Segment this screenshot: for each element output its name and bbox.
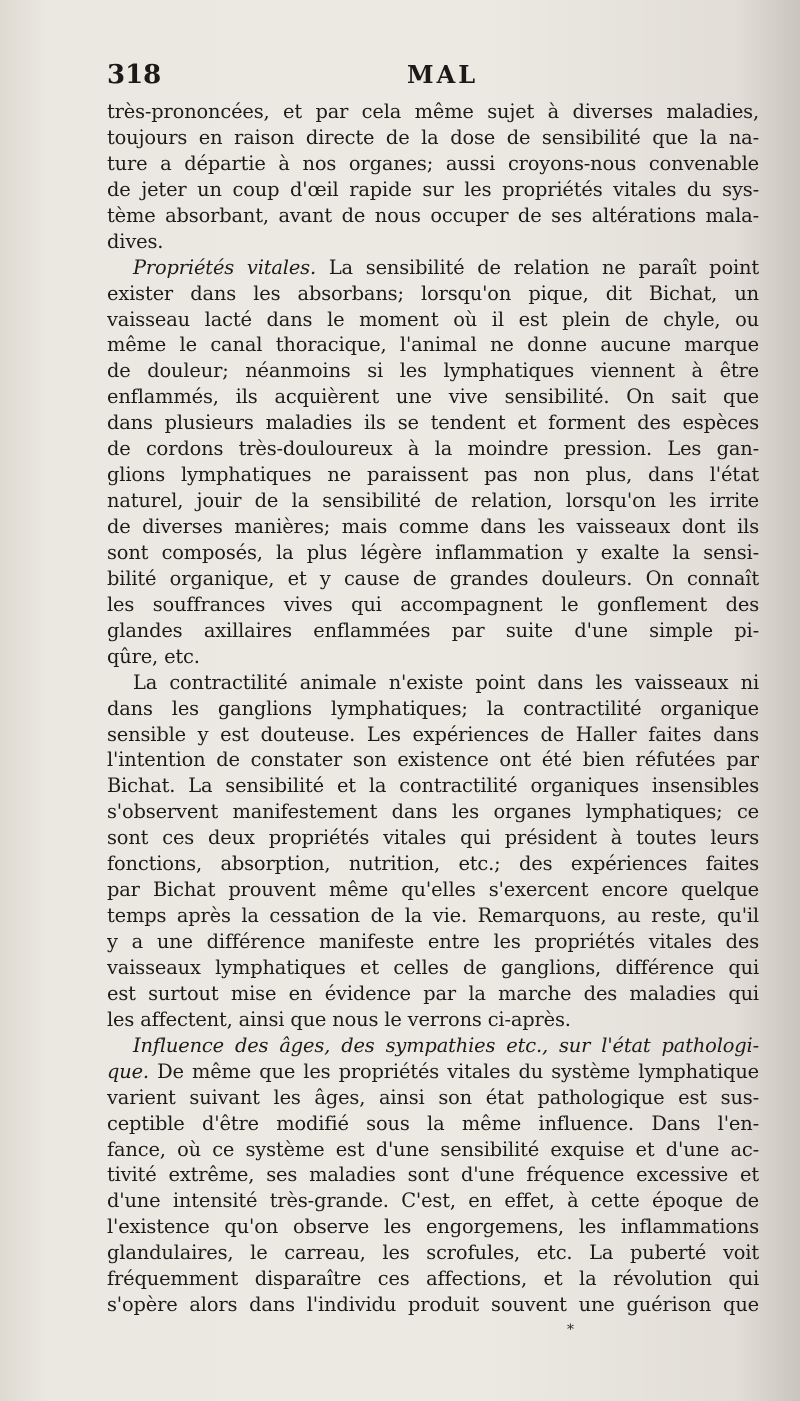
text-line: de diverses manières; mais comme dans les vaisseaux dont ils: [107, 515, 759, 538]
text-line: [107, 1033, 759, 1059]
text-line: l'intention de constater son existence ont été bien réfutées par: [107, 748, 759, 772]
text-line: glandulaires, le carreau, les scrofules, etc. La puberté voit: [107, 1241, 759, 1265]
text-run: De même que les propriétés vitales du système lymphatique: [148, 1059, 759, 1083]
text-line: [107, 1059, 759, 1085]
text-line: l'existence qu'on observe les engorgemens, les inflammations: [107, 1215, 759, 1239]
text-line: ture a départie à nos organes; aussi croyons-nous convenable: [107, 151, 759, 175]
running-head: MAL: [407, 60, 479, 89]
text-line: tivité extrême, ses maladies sont d'une fréquence excessive et: [107, 1163, 759, 1187]
text-line: exister dans les absorbans; lorsqu'on pique, dit Bichat, un: [107, 281, 759, 305]
text-line: vaisseau lacté dans le moment où il est plein de chyle, ou: [107, 307, 759, 331]
text-line: dives.: [107, 229, 164, 253]
text-line: même le canal thoracique, l'animal ne donne aucune marque: [107, 333, 759, 357]
text-line: s'opère alors dans l'individu produit souvent une guérison que: [107, 1293, 759, 1317]
text-line: très-prononcées, et par cela même sujet à diverses maladies,: [107, 100, 759, 123]
text-line: fonctions, absorption, nutrition, etc.; des expériences faites: [107, 852, 759, 876]
text-line: glandes axillaires enflammées par suite d'une simple pi-: [107, 618, 759, 642]
text-line: sont composés, la plus légère inflammation y exalte la sensi-: [107, 540, 759, 564]
text-line: est surtout mise en évidence par la marche des maladies qui: [107, 981, 759, 1005]
section-heading-italic: que.: [107, 1059, 149, 1083]
text-line: tème absorbant, avant de nous occuper de ses altérations mala-: [107, 203, 759, 227]
text-line: temps après la cessation de la vie. Remarquons, au reste, qu'il: [107, 904, 759, 928]
text-line: fance, où ce système est d'une sensibilité exquise et d'une ac-: [107, 1137, 759, 1161]
text-line: de jeter un coup d'œil rapide sur les propriétés vitales du sys-: [107, 177, 759, 201]
text-line: bilité organique, et y cause de grandes douleurs. On connaît: [107, 566, 759, 590]
text-line: enflammés, ils acquièrent une vive sensibilité. On sait que: [107, 385, 759, 409]
text-line: de douleur; néanmoins si les lymphatiques viennent à être: [107, 359, 759, 383]
body-text: [107, 99, 759, 1318]
text-line: naturel, jouir de la sensibilité de relation, lorsqu'on les irrite: [107, 489, 759, 513]
footer-mark: *: [567, 1322, 574, 1338]
text-line: dans plusieurs maladies ils se tendent et forment des espèces: [107, 411, 759, 435]
text-line: [107, 255, 759, 281]
text-line: y a une différence manifeste entre les propriétés vitales des: [107, 930, 759, 953]
text-line: d'une intensité très-grande. C'est, en effet, à cette époque de: [107, 1189, 759, 1213]
text-line: sont ces deux propriétés vitales qui président à toutes leurs: [107, 826, 759, 850]
text-line: de cordons très-douloureux à la moindre pression. Les gan-: [107, 437, 759, 461]
text-line: ceptible d'être modifié sous la même influence. Dans l'en-: [107, 1111, 759, 1135]
text-line: s'observent manifestement dans les organes lymphatiques; ce: [107, 800, 759, 824]
text-run: La sensibilité de relation ne paraît point: [316, 255, 759, 279]
section-heading-italic: Propriétés vitales.: [133, 255, 316, 279]
text-line: toujours en raison directe de la dose de sensibilité que la na-: [107, 125, 759, 149]
text-line: sensible y est douteuse. Les expériences de Haller faites dans: [107, 722, 759, 746]
text-line: par Bichat prouvent même qu'elles s'exercent encore quelque: [107, 878, 759, 902]
text-line: dans les ganglions lymphatiques; la contractilité organique: [107, 696, 759, 720]
text-line: vaisseaux lymphatiques et celles de ganglions, différence qui: [107, 955, 759, 979]
page-number: 318: [107, 60, 162, 90]
text-line: Bichat. La sensibilité et la contractilité organiques insensibles: [107, 774, 759, 798]
text-line: les affectent, ainsi que nous le verrons ci-après.: [107, 1007, 571, 1031]
page-header: [107, 60, 761, 96]
text-line: glions lymphatiques ne paraissent pas non plus, dans l'état: [107, 463, 759, 487]
text-line: fréquemment disparaître ces affections, et la révolution qui: [107, 1267, 759, 1291]
text-line: La contractilité animale n'existe point dans les vaisseaux ni: [133, 670, 759, 694]
text-line: qûre, etc.: [107, 644, 200, 668]
section-heading-italic: Influence des âges, des sympathies etc., sur l'état pathologi-: [133, 1033, 759, 1057]
text-line: les souffrances vives qui accompagnent le gonflement des: [107, 592, 759, 616]
text-line: varient suivant les âges, ainsi son état pathologique est sus-: [107, 1085, 759, 1109]
